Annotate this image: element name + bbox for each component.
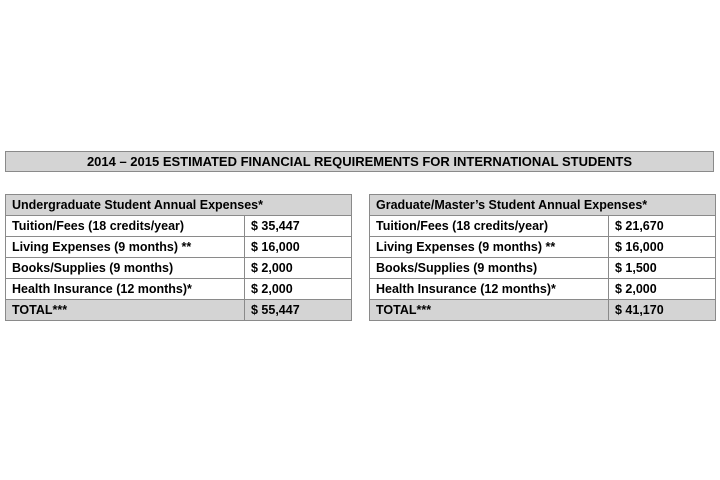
table-row: [6, 237, 352, 258]
page-title: 2014 – 2015 ESTIMATED FINANCIAL REQUIREMENTS FOR INTERNATIONAL STUDENTS: [5, 151, 714, 172]
table-row: [6, 258, 352, 279]
table-row: [370, 216, 716, 237]
expense-amount: $ 2,000: [245, 258, 352, 279]
expense-label: Books/Supplies (9 months): [370, 258, 609, 279]
graduate-expenses-table: [369, 194, 716, 321]
expense-amount: $ 2,000: [245, 279, 352, 300]
table-header: Undergraduate Student Annual Expenses*: [6, 195, 352, 216]
table-header: Graduate/Master’s Student Annual Expenses*: [370, 195, 716, 216]
expense-label: Tuition/Fees (18 credits/year): [370, 216, 609, 237]
expense-label: Books/Supplies (9 months): [6, 258, 245, 279]
expense-label: Living Expenses (9 months) **: [370, 237, 609, 258]
table-row: [370, 258, 716, 279]
total-label: TOTAL***: [370, 300, 609, 321]
total-label: TOTAL***: [6, 300, 245, 321]
expense-label: Health Insurance (12 months)*: [370, 279, 609, 300]
total-row: [370, 300, 716, 321]
expense-amount: $ 16,000: [609, 237, 716, 258]
table-header-row: [370, 195, 716, 216]
undergraduate-expenses-table: [5, 194, 352, 321]
expense-amount: $ 1,500: [609, 258, 716, 279]
total-row: [6, 300, 352, 321]
table-row: [6, 279, 352, 300]
total-amount: $ 55,447: [245, 300, 352, 321]
expense-label: Health Insurance (12 months)*: [6, 279, 245, 300]
expense-label: Living Expenses (9 months) **: [6, 237, 245, 258]
table-row: [6, 216, 352, 237]
expense-amount: $ 2,000: [609, 279, 716, 300]
table-row: [370, 279, 716, 300]
expense-amount: $ 16,000: [245, 237, 352, 258]
expense-label: Tuition/Fees (18 credits/year): [6, 216, 245, 237]
total-amount: $ 41,170: [609, 300, 716, 321]
expense-amount: $ 35,447: [245, 216, 352, 237]
table-row: [370, 237, 716, 258]
expense-amount: $ 21,670: [609, 216, 716, 237]
table-header-row: [6, 195, 352, 216]
